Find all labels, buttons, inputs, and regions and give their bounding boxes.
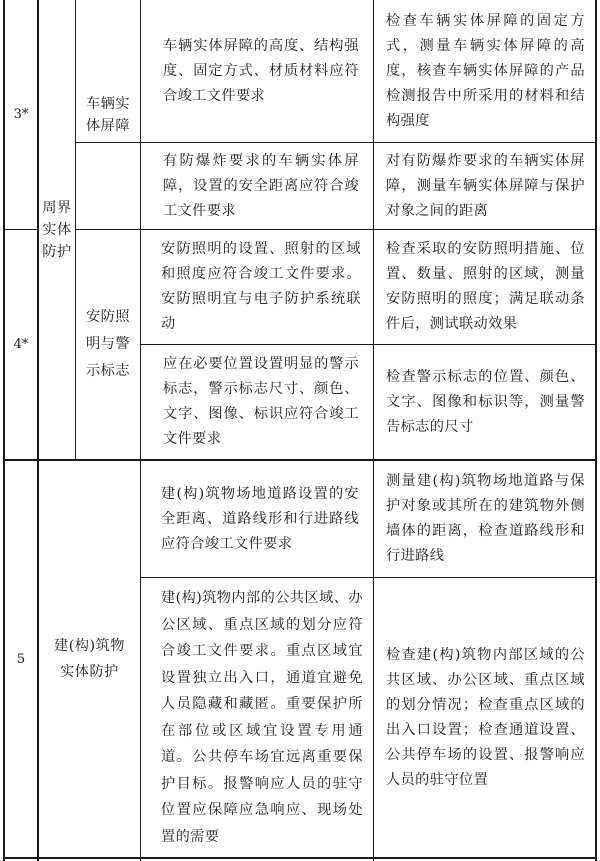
method-cell bbox=[374, 578, 595, 857]
requirement-text: 有防爆炸要求的车辆实体屏障，设置的安全距离应符合竣工文件要求 bbox=[163, 152, 359, 219]
item-text: 车辆实体屏障 bbox=[85, 95, 131, 134]
row-number bbox=[5, 230, 37, 459]
method-text: 检查警示标志的位置、颜色、文字、图像和标识等，测量警告标志的尺寸 bbox=[386, 368, 585, 435]
table-border-bottom bbox=[3, 857, 597, 859]
row-number-text: 3* bbox=[13, 107, 29, 122]
requirement-cell bbox=[141, 345, 373, 459]
method-cell bbox=[374, 461, 595, 577]
requirement-text: 建(构)筑物场地道路设置的安全距离、道路线形和行进路线应符合竣工文件要求 bbox=[161, 485, 359, 552]
method-cell bbox=[374, 143, 595, 229]
requirement-cell bbox=[141, 230, 373, 344]
requirement-text: 应在必要位置设置明显的警示标志，警示标志尺寸、颜色、文字、图像、标识应符合竣工文件要求 bbox=[163, 356, 359, 447]
table-border-right bbox=[595, 0, 597, 861]
method-text: 检查车辆实体屏障的固定方式，测量车辆实体屏障的高度，核查车辆实体屏障的产品检测报告中所采用的材料和结构强度 bbox=[386, 12, 585, 129]
row-number-text: 5 bbox=[16, 651, 26, 667]
method-text: 对有防爆炸要求的车辆实体屏障，测量车辆实体屏障与保护对象之间的距离 bbox=[386, 152, 585, 219]
row-number bbox=[5, 0, 37, 229]
item-cell bbox=[76, 0, 140, 229]
item-text: 安防照明与警示标志 bbox=[85, 309, 131, 379]
row-number-text: 4* bbox=[13, 337, 29, 352]
requirement-text: 建(构)筑物内部的公共区域、办公区域、重点区域的划分应符合竣工文件要求。重点区域宜设置独立出入口，通道宜避免人员隐藏和藏匿。重要保护所在部位或区域宜设置专用通道。公共停车场宜远离重要保护目标。报警响应人员的驻守位置应保障应急响应、现场处置的需要 bbox=[161, 590, 363, 845]
requirement-cell bbox=[141, 143, 373, 229]
requirement-cell bbox=[141, 578, 373, 857]
method-cell bbox=[374, 345, 595, 459]
requirement-cell bbox=[141, 0, 373, 142]
method-text: 测量建(构)筑物场地道路与保护对象或其所在的建筑物外侧墙体的距离，检查道路线形和行进路线 bbox=[386, 473, 585, 564]
category-text: 周界实体防护 bbox=[42, 200, 72, 260]
requirement-text: 安防照明的设置、照射的区域和照度应符合竣工文件要求。安防照明宜与电子防护系统联动 bbox=[161, 241, 361, 332]
requirement-cell bbox=[141, 461, 373, 577]
method-cell bbox=[374, 0, 595, 142]
item-text: 建(构)筑物实体防护 bbox=[54, 638, 125, 680]
method-text: 检查建(构)筑物内部区域的公共区域、办公区域、重点区域的划分情况；检查重点区域的出入口设置；检查通道设置、公共停车场的设置、报警响应人员的驻守位置 bbox=[386, 646, 585, 788]
row-number bbox=[5, 461, 37, 857]
item-cell bbox=[76, 230, 140, 459]
item-cell bbox=[39, 461, 140, 857]
method-text: 检查采取的安防照明措施、位置、数量、照射的区域，测量安防照明的照度；满足联动条件后，测试联动效果 bbox=[386, 241, 585, 332]
category-cell bbox=[39, 0, 75, 460]
requirement-text: 车辆实体屏障的高度、结构强度、固定方式、材质材料应符合竣工文件要求 bbox=[163, 37, 359, 104]
method-cell bbox=[374, 230, 595, 344]
